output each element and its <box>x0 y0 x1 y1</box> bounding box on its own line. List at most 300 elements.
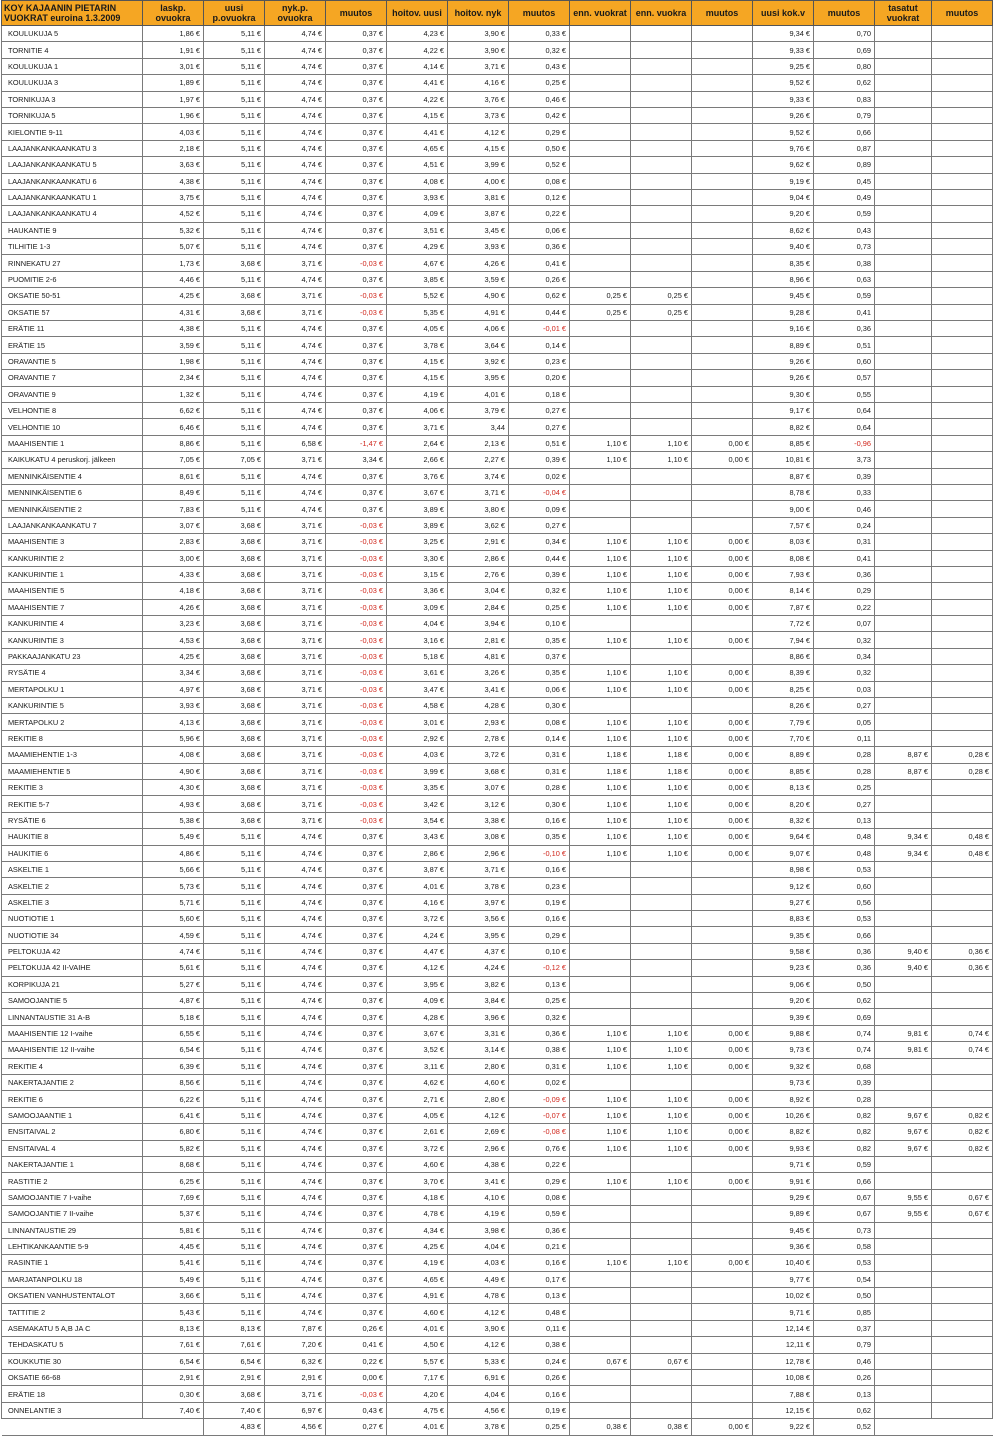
table-cell: 4,74 € <box>265 321 326 337</box>
table-cell: 4,01 € <box>387 878 448 894</box>
table-cell: 0,79 <box>814 1337 875 1353</box>
table-cell <box>932 1288 993 1304</box>
table-cell: 3,43 € <box>387 829 448 845</box>
table-cell: 3,90 € <box>448 26 509 42</box>
table-cell: 4,87 € <box>143 993 204 1009</box>
table-cell: 1,10 € <box>570 583 631 599</box>
table-row <box>2 435 993 451</box>
table-cell: 0,66 <box>814 1173 875 1189</box>
table-cell: 3,26 € <box>448 665 509 681</box>
table-cell: 4,74 € <box>265 42 326 58</box>
table-cell <box>570 927 631 943</box>
table-cell: 5,11 € <box>204 960 265 976</box>
table-cell: 4,74 € <box>265 1173 326 1189</box>
table-cell: 0,37 € <box>326 976 387 992</box>
table-cell: 0,00 € <box>692 1124 753 1140</box>
table-cell <box>631 1271 692 1287</box>
table-cell <box>932 1075 993 1091</box>
table-cell: 6,25 € <box>143 1173 204 1189</box>
table-cell <box>692 648 753 664</box>
table-cell <box>932 501 993 517</box>
table-cell <box>631 698 692 714</box>
table-cell: 3,68 € <box>204 616 265 632</box>
table-cell <box>932 484 993 500</box>
table-cell: 3,71 € <box>448 58 509 74</box>
table-cell: 0,25 € <box>570 288 631 304</box>
table-cell <box>875 1353 932 1369</box>
table-cell: 3,71 € <box>265 763 326 779</box>
column-header: enn. vuokrat <box>570 1 631 26</box>
table-cell: 5,11 € <box>204 1271 265 1287</box>
table-cell <box>570 1009 631 1025</box>
table-cell: -0,09 € <box>509 1091 570 1107</box>
table-cell: 0,38 € <box>509 1042 570 1058</box>
table-cell: 4,74 € <box>265 1009 326 1025</box>
property-name-cell: TILHITIE 1-3 <box>2 239 143 255</box>
table-cell: 4,18 € <box>143 583 204 599</box>
total-cell: 0,38 € <box>631 1419 692 1435</box>
table-cell: 4,25 € <box>143 648 204 664</box>
table-cell: 5,11 € <box>204 1255 265 1271</box>
table-cell: 5,11 € <box>204 993 265 1009</box>
table-cell: 6,41 € <box>143 1107 204 1123</box>
table-cell: 3,82 € <box>448 976 509 992</box>
table-cell: 0,00 € <box>692 1091 753 1107</box>
table-cell: 5,52 € <box>387 288 448 304</box>
table-cell <box>875 1091 932 1107</box>
table-cell: 4,97 € <box>143 681 204 697</box>
property-name-cell: LAAJANKANKAANKATU 4 <box>2 206 143 222</box>
table-cell: 0,52 € <box>509 157 570 173</box>
table-row <box>2 779 993 795</box>
table-cell <box>570 189 631 205</box>
table-cell: 3,71 € <box>265 534 326 550</box>
table-cell <box>692 911 753 927</box>
table-cell: 3,81 € <box>448 189 509 205</box>
table-cell: 3,78 € <box>387 337 448 353</box>
table-cell: 3,95 € <box>448 370 509 386</box>
table-cell <box>875 665 932 681</box>
table-cell: 5,11 € <box>204 271 265 287</box>
table-cell: -0,03 € <box>326 698 387 714</box>
table-cell: 4,13 € <box>143 714 204 730</box>
table-cell <box>570 1075 631 1091</box>
table-cell: 3,71 € <box>265 255 326 271</box>
table-cell <box>875 878 932 894</box>
table-cell <box>932 1222 993 1238</box>
table-cell: 1,10 € <box>631 534 692 550</box>
table-cell <box>631 517 692 533</box>
table-cell: 3,72 € <box>387 1140 448 1156</box>
table-cell: 7,17 € <box>387 1370 448 1386</box>
total-cell: 9,22 € <box>753 1419 814 1435</box>
table-cell: 0,37 € <box>326 1124 387 1140</box>
table-cell: 4,74 € <box>265 1156 326 1172</box>
table-cell <box>932 993 993 1009</box>
table-cell <box>932 599 993 615</box>
table-cell <box>631 206 692 222</box>
table-row <box>2 140 993 156</box>
column-header: hoitov. nyk <box>448 1 509 26</box>
table-cell: 4,28 € <box>448 698 509 714</box>
table-cell: 3,01 € <box>387 714 448 730</box>
table-cell: 9,32 € <box>753 1058 814 1074</box>
table-cell: 7,79 € <box>753 714 814 730</box>
table-cell <box>932 304 993 320</box>
table-cell <box>875 353 932 369</box>
table-cell: 4,81 € <box>448 648 509 664</box>
table-cell <box>631 321 692 337</box>
table-row <box>2 91 993 107</box>
table-cell: 0,37 € <box>326 370 387 386</box>
table-cell <box>692 353 753 369</box>
table-cell: 5,37 € <box>143 1206 204 1222</box>
property-name-cell: KANKURINTIE 5 <box>2 698 143 714</box>
table-cell <box>570 419 631 435</box>
table-cell: 0,62 <box>814 75 875 91</box>
table-cell: 4,00 € <box>448 173 509 189</box>
table-cell: 0,36 € <box>932 960 993 976</box>
table-cell: 0,37 € <box>326 468 387 484</box>
table-row <box>2 698 993 714</box>
table-cell: 7,94 € <box>753 632 814 648</box>
table-cell <box>932 796 993 812</box>
table-cell: 1,10 € <box>631 1124 692 1140</box>
table-cell: 1,10 € <box>631 1107 692 1123</box>
table-cell: 3,71 € <box>265 288 326 304</box>
table-cell: 0,43 <box>814 222 875 238</box>
table-cell <box>875 452 932 468</box>
table-cell <box>570 1370 631 1386</box>
table-cell: 1,97 € <box>143 91 204 107</box>
table-cell: 4,04 € <box>448 1386 509 1402</box>
table-cell: 0,00 € <box>692 1173 753 1189</box>
table-cell: 9,73 € <box>753 1075 814 1091</box>
table-cell <box>932 1337 993 1353</box>
table-cell: 4,29 € <box>387 239 448 255</box>
table-cell <box>875 304 932 320</box>
table-cell: 8,85 € <box>753 435 814 451</box>
table-cell: 7,05 € <box>143 452 204 468</box>
property-name-cell: MERTAPOLKU 1 <box>2 681 143 697</box>
table-cell <box>570 960 631 976</box>
table-cell <box>692 239 753 255</box>
table-cell: 0,44 € <box>509 304 570 320</box>
table-cell <box>570 976 631 992</box>
property-name-cell: ENSITAIVAL 4 <box>2 1140 143 1156</box>
table-cell: 0,48 € <box>932 845 993 861</box>
table-cell: 5,11 € <box>204 173 265 189</box>
table-cell: 0,26 € <box>326 1320 387 1336</box>
table-cell: 3,68 € <box>204 730 265 746</box>
table-cell <box>932 632 993 648</box>
table-cell: 0,24 € <box>509 1353 570 1369</box>
table-cell <box>932 1173 993 1189</box>
table-cell <box>875 484 932 500</box>
table-cell: 0,37 € <box>326 140 387 156</box>
table-cell: 5,11 € <box>204 943 265 959</box>
table-cell <box>631 861 692 877</box>
table-cell: 0,67 <box>814 1206 875 1222</box>
table-cell: 0,37 € <box>326 75 387 91</box>
table-cell <box>932 878 993 894</box>
table-row <box>2 1107 993 1123</box>
table-cell <box>875 550 932 566</box>
table-cell <box>570 271 631 287</box>
table-cell: 3,51 € <box>387 222 448 238</box>
property-name-cell: REKITIE 6 <box>2 1091 143 1107</box>
table-cell <box>932 566 993 582</box>
table-cell: 8,26 € <box>753 698 814 714</box>
table-cell <box>875 632 932 648</box>
table-cell <box>570 1206 631 1222</box>
table-cell: 4,26 € <box>448 255 509 271</box>
table-cell: 1,10 € <box>570 1025 631 1041</box>
table-cell: 8,82 € <box>753 1124 814 1140</box>
table-cell: 4,65 € <box>387 1271 448 1287</box>
table-cell <box>692 1337 753 1353</box>
table-cell: 3,93 € <box>143 698 204 714</box>
table-cell: 0,37 € <box>326 1042 387 1058</box>
table-cell: 0,29 <box>814 583 875 599</box>
table-cell <box>692 26 753 42</box>
table-row <box>2 894 993 910</box>
table-cell <box>692 976 753 992</box>
table-cell: 0,56 <box>814 894 875 910</box>
property-name-cell: VELHONTIE 10 <box>2 419 143 435</box>
property-name-cell: MAAMIEHENTIE 5 <box>2 763 143 779</box>
table-cell: 4,03 € <box>143 124 204 140</box>
table-cell <box>875 534 932 550</box>
table-cell: 1,98 € <box>143 353 204 369</box>
table-cell: 3,99 € <box>448 157 509 173</box>
table-cell: 4,12 € <box>448 1304 509 1320</box>
table-cell: 0,54 <box>814 1271 875 1287</box>
table-cell: 4,25 € <box>387 1238 448 1254</box>
table-cell: 8,25 € <box>753 681 814 697</box>
table-cell: 7,83 € <box>143 501 204 517</box>
table-cell: 0,00 € <box>692 1255 753 1271</box>
table-cell: 1,18 € <box>631 763 692 779</box>
table-cell: 2,86 € <box>448 550 509 566</box>
table-cell: 12,78 € <box>753 1353 814 1369</box>
table-cell: 9,23 € <box>753 960 814 976</box>
table-cell: 0,14 € <box>509 730 570 746</box>
table-cell: 2,96 € <box>448 1140 509 1156</box>
table-cell: 3,68 € <box>204 812 265 828</box>
column-header: hoitov. uusi <box>387 1 448 26</box>
table-cell <box>570 124 631 140</box>
table-cell: 9,33 € <box>753 42 814 58</box>
table-cell: 0,37 € <box>326 1058 387 1074</box>
property-name-cell: ORAVANTIE 9 <box>2 386 143 402</box>
table-cell: 3,97 € <box>448 894 509 910</box>
table-cell: -0,03 € <box>326 747 387 763</box>
table-cell: 8,89 € <box>753 747 814 763</box>
table-cell <box>631 157 692 173</box>
property-name-cell: RINNEKATU 27 <box>2 255 143 271</box>
table-cell: 0,79 <box>814 107 875 123</box>
table-cell: 1,10 € <box>570 829 631 845</box>
table-cell <box>932 927 993 943</box>
table-row <box>2 730 993 746</box>
table-cell <box>631 239 692 255</box>
table-cell: 0,32 <box>814 632 875 648</box>
table-cell: 4,90 € <box>448 288 509 304</box>
table-cell <box>692 402 753 418</box>
table-cell <box>875 321 932 337</box>
table-cell: -0,01 € <box>509 321 570 337</box>
table-cell: 4,14 € <box>387 58 448 74</box>
table-cell: 1,10 € <box>570 1255 631 1271</box>
table-cell: 0,32 € <box>509 1009 570 1025</box>
table-cell: 4,49 € <box>448 1271 509 1287</box>
table-cell: 3,71 € <box>265 583 326 599</box>
table-cell <box>875 894 932 910</box>
table-cell <box>875 1255 932 1271</box>
table-cell <box>631 927 692 943</box>
table-cell: 1,10 € <box>631 1091 692 1107</box>
table-cell <box>932 386 993 402</box>
table-cell: 4,67 € <box>387 255 448 271</box>
table-cell: 5,11 € <box>204 1222 265 1238</box>
property-name-cell: REKITIE 4 <box>2 1058 143 1074</box>
table-cell: 0,37 € <box>326 845 387 861</box>
property-name-cell: MENNINKÄISENTIE 6 <box>2 484 143 500</box>
table-cell: 9,91 € <box>753 1173 814 1189</box>
table-cell <box>570 402 631 418</box>
table-cell: 0,23 € <box>509 878 570 894</box>
table-cell: 3,04 € <box>448 583 509 599</box>
table-cell: 0,82 <box>814 1124 875 1140</box>
table-cell <box>631 75 692 91</box>
total-cell: 4,56 € <box>265 1419 326 1435</box>
table-cell: 0,74 € <box>932 1042 993 1058</box>
table-row <box>2 501 993 517</box>
table-cell: 3,76 € <box>448 91 509 107</box>
table-cell <box>570 484 631 500</box>
table-cell <box>692 157 753 173</box>
table-cell: 0,55 <box>814 386 875 402</box>
table-cell: 1,10 € <box>631 1058 692 1074</box>
table-cell: 1,10 € <box>570 452 631 468</box>
table-cell: 5,11 € <box>204 419 265 435</box>
table-cell <box>932 681 993 697</box>
table-cell: 9,07 € <box>753 845 814 861</box>
table-cell <box>692 1304 753 1320</box>
table-cell: 4,74 € <box>265 370 326 386</box>
table-cell: 0,16 € <box>509 911 570 927</box>
table-cell: 4,26 € <box>143 599 204 615</box>
table-cell: 3,71 € <box>448 484 509 500</box>
table-cell: 0,06 € <box>509 681 570 697</box>
table-cell: 8,87 € <box>753 468 814 484</box>
table-cell: 0,37 € <box>326 239 387 255</box>
table-cell: 1,10 € <box>631 812 692 828</box>
table-cell: 3,71 € <box>265 812 326 828</box>
table-cell: 0,37 € <box>326 878 387 894</box>
table-cell: 9,45 € <box>753 1222 814 1238</box>
table-cell: 0,17 € <box>509 1271 570 1287</box>
property-name-cell: VELHONTIE 8 <box>2 402 143 418</box>
column-header: uusi p.ovuokra <box>204 1 265 26</box>
table-cell: 0,00 € <box>692 566 753 582</box>
table-cell: 3,73 € <box>448 107 509 123</box>
table-cell: 0,00 € <box>692 1140 753 1156</box>
table-cell: 2,18 € <box>143 140 204 156</box>
table-cell: -0,12 € <box>509 960 570 976</box>
table-cell: 9,45 € <box>753 288 814 304</box>
table-cell: 0,46 <box>814 1353 875 1369</box>
table-cell: 0,22 <box>814 599 875 615</box>
table-cell <box>875 189 932 205</box>
table-cell: 0,07 <box>814 616 875 632</box>
table-cell: 5,11 € <box>204 42 265 58</box>
table-cell: 4,74 € <box>265 157 326 173</box>
table-cell: 0,33 <box>814 484 875 500</box>
table-cell: 9,89 € <box>753 1206 814 1222</box>
table-cell: 4,74 € <box>265 1206 326 1222</box>
table-cell: 0,37 € <box>326 91 387 107</box>
table-cell <box>875 796 932 812</box>
table-cell <box>692 1222 753 1238</box>
table-cell <box>692 1075 753 1091</box>
table-cell: 5,11 € <box>204 337 265 353</box>
table-cell: 3,76 € <box>387 468 448 484</box>
table-cell <box>875 681 932 697</box>
table-cell <box>692 1238 753 1254</box>
table-cell <box>631 1288 692 1304</box>
table-row <box>2 1058 993 1074</box>
table-cell <box>932 107 993 123</box>
table-cell: -0,03 € <box>326 550 387 566</box>
table-cell: 0,36 <box>814 960 875 976</box>
table-cell: 4,22 € <box>387 42 448 58</box>
property-name-cell: KANKURINTIE 3 <box>2 632 143 648</box>
table-cell: 5,11 € <box>204 1075 265 1091</box>
table-cell: 0,26 € <box>509 271 570 287</box>
table-cell: 4,24 € <box>448 960 509 976</box>
table-cell: 4,41 € <box>387 75 448 91</box>
table-cell: 3,16 € <box>387 632 448 648</box>
table-cell: 9,04 € <box>753 189 814 205</box>
property-name-cell: ERÄTIE 11 <box>2 321 143 337</box>
property-name-cell: MENNINKÄISENTIE 4 <box>2 468 143 484</box>
table-cell: 1,10 € <box>570 566 631 582</box>
table-cell <box>875 927 932 943</box>
table-cell: 3,68 € <box>204 632 265 648</box>
table-cell <box>570 1337 631 1353</box>
table-row <box>2 1320 993 1336</box>
table-cell: 8,49 € <box>143 484 204 500</box>
table-cell: 0,41 € <box>326 1337 387 1353</box>
table-cell: 0,25 € <box>570 304 631 320</box>
property-name-cell: MERTAPOLKU 2 <box>2 714 143 730</box>
property-name-cell: MAAHISENTIE 7 <box>2 599 143 615</box>
table-cell: 0,37 € <box>326 1206 387 1222</box>
table-row <box>2 1370 993 1386</box>
table-row <box>2 386 993 402</box>
table-cell <box>692 517 753 533</box>
table-cell: 4,74 € <box>265 1238 326 1254</box>
column-header: enn. vuokra <box>631 1 692 26</box>
table-cell: 4,75 € <box>387 1402 448 1418</box>
table-cell: 1,10 € <box>570 1124 631 1140</box>
table-cell: 5,11 € <box>204 861 265 877</box>
table-cell: 0,73 <box>814 1222 875 1238</box>
table-cell: 3,68 € <box>204 763 265 779</box>
table-cell <box>570 239 631 255</box>
